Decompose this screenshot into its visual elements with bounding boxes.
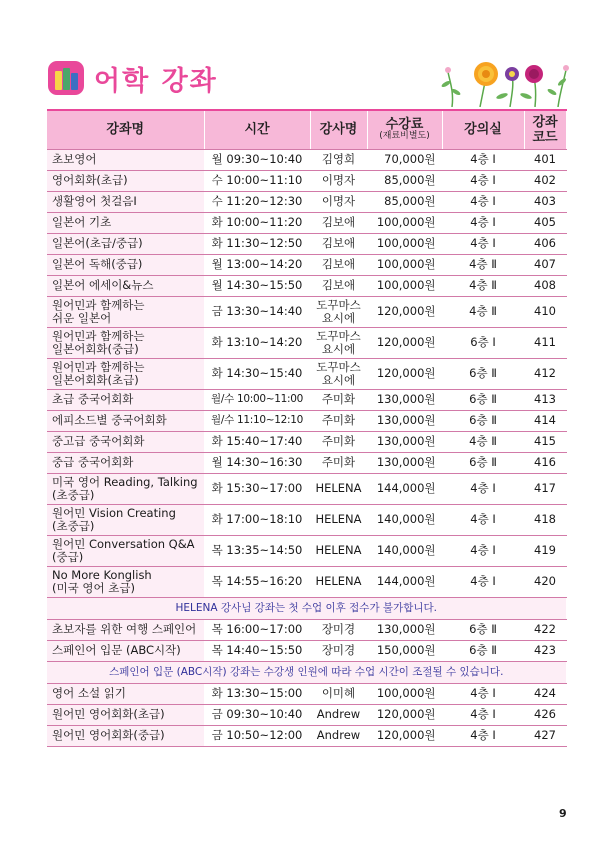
course-time: 목 14:55~16:20: [204, 566, 310, 597]
course-teacher-line: 장미경: [321, 622, 356, 636]
course-teacher: [310, 725, 367, 746]
course-teacher: [310, 358, 367, 389]
table-row: [47, 704, 566, 725]
table-row: [47, 212, 566, 233]
course-teacher: [310, 504, 367, 535]
course-fee: 130,000원: [367, 410, 442, 431]
table-row: [47, 725, 566, 746]
course-room: 4층 Ⅰ: [442, 170, 524, 191]
course-time: 화 17:00~18:10: [204, 504, 310, 535]
course-name: [47, 725, 204, 746]
course-time: 화 15:30~17:00: [204, 473, 310, 504]
course-time: 수 10:00~11:10: [204, 170, 310, 191]
course-name: [47, 619, 204, 640]
course-fee: 100,000원: [367, 254, 442, 275]
course-name-line: 일본어회화(중급): [52, 341, 139, 356]
table-row: [47, 358, 566, 389]
course-time: 화 13:10~14:20: [204, 327, 310, 358]
table-row: [47, 191, 566, 212]
header-time: 시간: [204, 110, 310, 149]
table-note: 스페인어 입문 (ABC시작) 강좌는 수강생 인원에 따라 수업 시간이 조절될 수 있습니다.: [47, 661, 566, 683]
course-teacher-line: 주미화: [321, 434, 356, 448]
course-code: 408: [524, 275, 566, 296]
course-time: 월 14:30~16:30: [204, 452, 310, 473]
course-teacher-line: Andrew: [316, 707, 361, 721]
course-name-line: 원어민 영어회화(초급): [52, 707, 165, 721]
course-code: 412: [524, 358, 566, 389]
course-teacher: [310, 212, 367, 233]
course-fee: 70,000원: [367, 149, 442, 170]
table-row: [47, 504, 566, 535]
course-time: 목 16:00~17:00: [204, 619, 310, 640]
course-name: [47, 704, 204, 725]
course-teacher-line: Andrew: [316, 728, 361, 742]
course-time: 화 13:30~15:00: [204, 683, 310, 704]
course-teacher-line: 장미경: [321, 643, 356, 657]
course-code: 423: [524, 640, 566, 661]
header-code-line2: 코드: [532, 129, 558, 145]
course-code: 405: [524, 212, 566, 233]
course-fee: 120,000원: [367, 296, 442, 327]
course-table: [47, 109, 567, 747]
course-name-line: 초급 중국어회화: [52, 392, 134, 406]
course-room: 4층 Ⅰ: [442, 473, 524, 504]
course-teacher-line: 도꾸마스: [316, 359, 361, 374]
course-code: 413: [524, 389, 566, 410]
course-fee: 120,000원: [367, 704, 442, 725]
course-time: 월 13:00~14:20: [204, 254, 310, 275]
course-name-line: 초보영어: [52, 152, 97, 166]
course-name: [47, 212, 204, 233]
course-name-line: 원어민과 함께하는: [52, 297, 145, 312]
course-room: 6층 Ⅱ: [442, 452, 524, 473]
course-teacher: [310, 233, 367, 254]
course-teacher: [310, 296, 367, 327]
course-name: [47, 683, 204, 704]
course-name-line: 일본어 독해(중급): [52, 257, 143, 271]
course-name: [47, 149, 204, 170]
header-teacher: 강사명: [310, 110, 367, 149]
course-teacher-line: 도꾸마스: [316, 297, 361, 312]
course-name-line: No More Konglish: [52, 567, 152, 582]
page-title: 어학 강좌: [94, 65, 218, 97]
course-name-line: 중고급 중국어회화: [52, 434, 145, 448]
table-note: HELENA 강사님 강좌는 첫 수업 이후 접수가 불가합니다.: [47, 597, 566, 619]
table-note-row: [47, 661, 566, 683]
course-room: 6층 Ⅰ: [442, 327, 524, 358]
course-teacher: [310, 452, 367, 473]
course-fee: 85,000원: [367, 191, 442, 212]
course-name: [47, 170, 204, 191]
course-name: [47, 191, 204, 212]
course-name: [47, 504, 204, 535]
course-code: 401: [524, 149, 566, 170]
course-teacher: [310, 431, 367, 452]
course-teacher-line: HELENA: [315, 574, 362, 588]
table-row: [47, 619, 566, 640]
course-code: 414: [524, 410, 566, 431]
section-header: [48, 58, 218, 98]
course-name-line: (초중급): [52, 487, 95, 502]
course-fee: 120,000원: [367, 358, 442, 389]
course-time: 금 10:50~12:00: [204, 725, 310, 746]
header-course-name: 강좌명: [47, 110, 204, 149]
course-name-line: 미국 영어 Reading, Talking: [52, 474, 198, 489]
course-room: 4층 Ⅰ: [442, 725, 524, 746]
course-teacher-line: 김보애: [321, 236, 356, 250]
course-fee: 130,000원: [367, 452, 442, 473]
table-row: [47, 149, 566, 170]
course-fee: 140,000원: [367, 535, 442, 566]
course-teacher-line: 이명자: [321, 173, 356, 187]
course-time: 금 09:30~10:40: [204, 704, 310, 725]
course-room: 6층 Ⅱ: [442, 410, 524, 431]
course-teacher-line: 주미화: [321, 455, 356, 469]
header-code-line1: 강좌: [532, 114, 558, 130]
table-row: [47, 640, 566, 661]
course-name-line: (중급): [52, 549, 84, 564]
table-row: [47, 683, 566, 704]
table-row: [47, 566, 566, 597]
course-name: [47, 275, 204, 296]
table-row: [47, 254, 566, 275]
course-fee: 130,000원: [367, 431, 442, 452]
table-row: [47, 431, 566, 452]
course-room: 4층 Ⅱ: [442, 254, 524, 275]
course-room: 4층 Ⅱ: [442, 431, 524, 452]
course-room: 4층 Ⅰ: [442, 566, 524, 597]
table-row: [47, 296, 566, 327]
table-body: [47, 149, 566, 746]
course-name-line: 에피소드별 중국어회화: [52, 413, 167, 427]
table-row: [47, 275, 566, 296]
course-name: [47, 640, 204, 661]
table-row: [47, 233, 566, 254]
table-row: [47, 452, 566, 473]
course-teacher: [310, 170, 367, 191]
course-fee: 140,000원: [367, 504, 442, 535]
table-row: [47, 389, 566, 410]
course-name-line: 일본어(초급/중급): [52, 236, 143, 250]
course-name-line: (초중급): [52, 518, 95, 533]
course-time: 월/수 11:10~12:10: [204, 410, 310, 431]
course-fee: 100,000원: [367, 683, 442, 704]
course-teacher-line: 주미화: [321, 392, 356, 406]
course-room: 4층 Ⅰ: [442, 704, 524, 725]
course-code: 422: [524, 619, 566, 640]
course-teacher: [310, 410, 367, 431]
course-name-line: 일본어 에세이&뉴스: [52, 278, 154, 292]
course-code: 420: [524, 566, 566, 597]
course-time: 화 11:30~12:50: [204, 233, 310, 254]
course-fee: 85,000원: [367, 170, 442, 191]
course-name: [47, 410, 204, 431]
course-name-line: 생활영어 첫걸음Ⅰ: [52, 194, 137, 208]
course-teacher-line: 이미혜: [321, 686, 356, 700]
course-name-line: 일본어 기초: [52, 215, 112, 229]
course-code: 426: [524, 704, 566, 725]
course-code: 407: [524, 254, 566, 275]
course-name-line: 영어 소설 읽기: [52, 686, 126, 700]
course-time: 월/수 10:00~11:00: [204, 389, 310, 410]
course-teacher-line: 이명자: [321, 194, 356, 208]
table-header-row: [47, 110, 566, 149]
course-time: 화 15:40~17:40: [204, 431, 310, 452]
table-row: [47, 410, 566, 431]
course-fee: 144,000원: [367, 473, 442, 504]
course-name-line: 원어민 Vision Creating: [52, 505, 176, 520]
course-fee: 144,000원: [367, 566, 442, 597]
course-fee: 120,000원: [367, 725, 442, 746]
course-code: 427: [524, 725, 566, 746]
course-teacher-line: HELENA: [315, 543, 362, 557]
course-code: 402: [524, 170, 566, 191]
course-name: [47, 452, 204, 473]
course-time: 화 10:00~11:20: [204, 212, 310, 233]
course-name: [47, 566, 204, 597]
course-teacher-line: 주미화: [321, 413, 356, 427]
course-name: [47, 389, 204, 410]
course-fee: 130,000원: [367, 619, 442, 640]
course-teacher: [310, 683, 367, 704]
course-code: 417: [524, 473, 566, 504]
course-name: [47, 233, 204, 254]
course-room: 4층 Ⅰ: [442, 683, 524, 704]
course-fee: 130,000원: [367, 389, 442, 410]
course-code: 424: [524, 683, 566, 704]
course-name-line: 중급 중국어회화: [52, 455, 134, 469]
page-number: 9: [559, 807, 567, 820]
course-code: 406: [524, 233, 566, 254]
course-teacher-line: HELENA: [315, 481, 362, 495]
course-name: [47, 431, 204, 452]
table-row: [47, 170, 566, 191]
course-teacher: [310, 473, 367, 504]
course-code: 415: [524, 431, 566, 452]
course-room: 4층 Ⅰ: [442, 233, 524, 254]
course-teacher: [310, 191, 367, 212]
course-name-line: 원어민과 함께하는: [52, 328, 145, 343]
course-teacher-line: 김보애: [321, 215, 356, 229]
course-teacher-line: 김보애: [321, 257, 356, 271]
course-room: 4층 Ⅰ: [442, 149, 524, 170]
course-name: [47, 296, 204, 327]
course-teacher: [310, 149, 367, 170]
course-name: [47, 254, 204, 275]
course-teacher: [310, 254, 367, 275]
table-note-row: [47, 597, 566, 619]
table-row: [47, 327, 566, 358]
table-row: [47, 473, 566, 504]
course-fee: 150,000원: [367, 640, 442, 661]
course-fee: 120,000원: [367, 327, 442, 358]
course-room: 4층 Ⅰ: [442, 535, 524, 566]
course-code: 418: [524, 504, 566, 535]
course-time: 월 09:30~10:40: [204, 149, 310, 170]
course-name-line: 영어회화(초급): [52, 173, 128, 187]
course-teacher-line: 김영희: [321, 152, 356, 166]
header-fee: [367, 110, 442, 149]
course-time: 목 14:40~15:50: [204, 640, 310, 661]
header-fee-note: (재료비별도): [379, 130, 430, 141]
course-time: 금 13:30~14:40: [204, 296, 310, 327]
header-fee-label: 수강료: [385, 116, 424, 132]
course-room: 6층 Ⅱ: [442, 619, 524, 640]
course-room: 6층 Ⅱ: [442, 358, 524, 389]
course-fee: 100,000원: [367, 212, 442, 233]
course-room: 4층 Ⅰ: [442, 212, 524, 233]
course-name: [47, 327, 204, 358]
course-teacher: [310, 327, 367, 358]
course-time: 수 11:20~12:30: [204, 191, 310, 212]
course-name-line: (미국 영어 초급): [52, 580, 135, 595]
course-time: 목 13:35~14:50: [204, 535, 310, 566]
course-name: [47, 535, 204, 566]
course-name-line: 일본어회화(초급): [52, 372, 139, 387]
course-teacher: [310, 704, 367, 725]
course-fee: 100,000원: [367, 275, 442, 296]
course-teacher: [310, 389, 367, 410]
course-name-line: 원어민 Conversation Q&A: [52, 536, 195, 551]
course-name-line: 초보자를 위한 여행 스페인어: [52, 622, 197, 636]
header-code: [524, 110, 566, 149]
course-name: [47, 358, 204, 389]
course-room: 4층 Ⅱ: [442, 275, 524, 296]
books-icon: [48, 61, 84, 95]
course-teacher-line: 김보애: [321, 278, 356, 292]
course-code: 403: [524, 191, 566, 212]
course-name-line: 쉬운 일본어: [52, 310, 112, 325]
course-time: 월 14:30~15:50: [204, 275, 310, 296]
course-time: 화 14:30~15:40: [204, 358, 310, 389]
course-teacher: [310, 566, 367, 597]
flower-decoration-icon: [440, 52, 570, 107]
course-teacher: [310, 275, 367, 296]
course-code: 411: [524, 327, 566, 358]
course-name-line: 스페인어 입문 (ABC시작): [52, 643, 181, 657]
course-teacher: [310, 619, 367, 640]
course-code: 419: [524, 535, 566, 566]
course-room: 6층 Ⅱ: [442, 640, 524, 661]
course-teacher: [310, 535, 367, 566]
course-teacher-line: 요시에: [321, 310, 356, 325]
course-teacher-line: HELENA: [315, 512, 362, 526]
course-teacher-line: 도꾸마스: [316, 328, 361, 343]
table-row: [47, 535, 566, 566]
course-room: 4층 Ⅰ: [442, 191, 524, 212]
course-room: 4층 Ⅱ: [442, 296, 524, 327]
course-code: 416: [524, 452, 566, 473]
header-room: 강의실: [442, 110, 524, 149]
course-name-line: 원어민과 함께하는: [52, 359, 145, 374]
course-name: [47, 473, 204, 504]
course-code: 410: [524, 296, 566, 327]
course-fee: 100,000원: [367, 233, 442, 254]
course-room: 6층 Ⅱ: [442, 389, 524, 410]
course-teacher: [310, 640, 367, 661]
course-name-line: 원어민 영어회화(중급): [52, 728, 165, 742]
course-teacher-line: 요시에: [321, 372, 356, 387]
course-teacher-line: 요시에: [321, 341, 356, 356]
course-room: 4층 Ⅰ: [442, 504, 524, 535]
